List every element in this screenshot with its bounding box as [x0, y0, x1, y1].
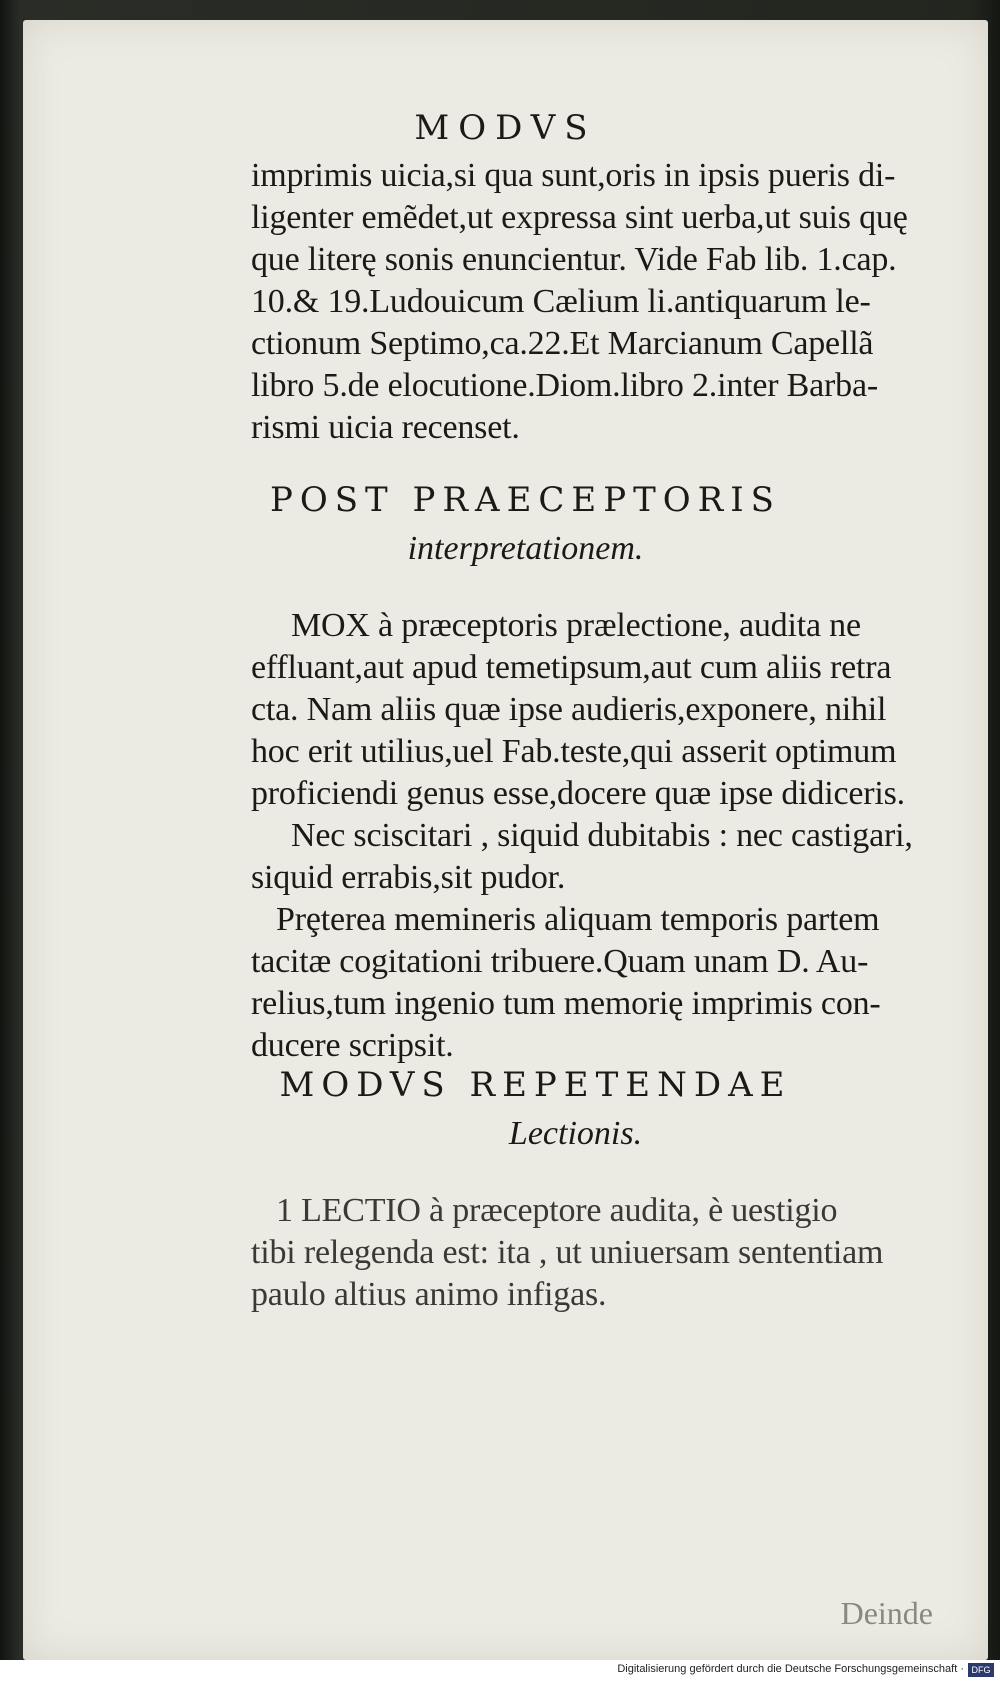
text-line: rismi uicia recenset.: [251, 409, 520, 446]
text-line: MOX à præceptoris prælectione, audita ne: [291, 607, 861, 644]
text-line: 10.& 19.Ludouicum Cælium li.antiquarum le-: [251, 283, 871, 320]
text-line: 1 LECTIO à præceptore audita, è uestigio: [276, 1192, 838, 1229]
text-line: ligenter emẽdet,ut expressa sint uerba,ut suis quę: [251, 199, 908, 236]
text-line: proficiendi genus esse,docere quæ ipse didiceris.: [251, 775, 905, 812]
running-head: MODVS: [414, 108, 597, 148]
paragraph-block-2: [251, 605, 971, 1067]
text-line: ducere scripsit.: [251, 1027, 454, 1064]
text-line: tacitæ cogitationi tribuere.Quam unam D. Au-: [251, 943, 869, 980]
funding-notice: Digitalisierung gefördert durch die Deutsche Forschungsgemeinschaft ·: [617, 1663, 964, 1675]
text-line: que literę sonis enuncientur. Vide Fab lib. 1.cap.: [251, 241, 897, 278]
text-line: cta. Nam aliis quæ ipse audieris,exponere, nihil: [251, 691, 887, 728]
section-heading-2: MODVS REPETENDAE: [279, 1065, 792, 1105]
text-line: paulo altius animo infigas.: [251, 1276, 607, 1313]
section-subheading-1: interpretationem.: [407, 530, 644, 567]
text-line: effluant,aut apud temetipsum,aut cum aliis retra: [251, 649, 892, 686]
text-line: imprimis uicia,si qua sunt,oris in ipsis pueris di-: [251, 157, 896, 194]
footer-bar: [0, 1660, 1000, 1681]
dfg-logo: DFG: [968, 1663, 994, 1677]
paragraph-block-3: [251, 1190, 971, 1316]
text-line: hoc erit utilius,uel Fab.teste,qui asserit optimum: [251, 733, 897, 770]
section-subheading-2: Lectionis.: [508, 1115, 643, 1152]
text-line: ctionum Septimo,ca.22.Et Marcianum Capellã: [251, 325, 874, 362]
text-line: Nec sciscitari , siquid dubitabis : nec castigari,: [291, 817, 913, 854]
text-line: Prȩterea memineris aliquam temporis partem: [276, 901, 880, 938]
text-line: relius,tum ingenio tum memorię imprimis con-: [251, 985, 881, 1022]
text-line: tibi relegenda est: ita , ut uniuersam sententiam: [251, 1234, 884, 1271]
section-heading-1: POST PRAECEPTORIS: [270, 480, 781, 520]
catchword: Deinde: [840, 1595, 933, 1631]
book-page: [23, 20, 988, 1660]
text-line: siquid errabis,sit pudor.: [251, 859, 566, 896]
text-line: libro 5.de elocutione.Diom.libro 2.inter Barba-: [251, 367, 878, 404]
paragraph-block-1: [251, 155, 971, 449]
